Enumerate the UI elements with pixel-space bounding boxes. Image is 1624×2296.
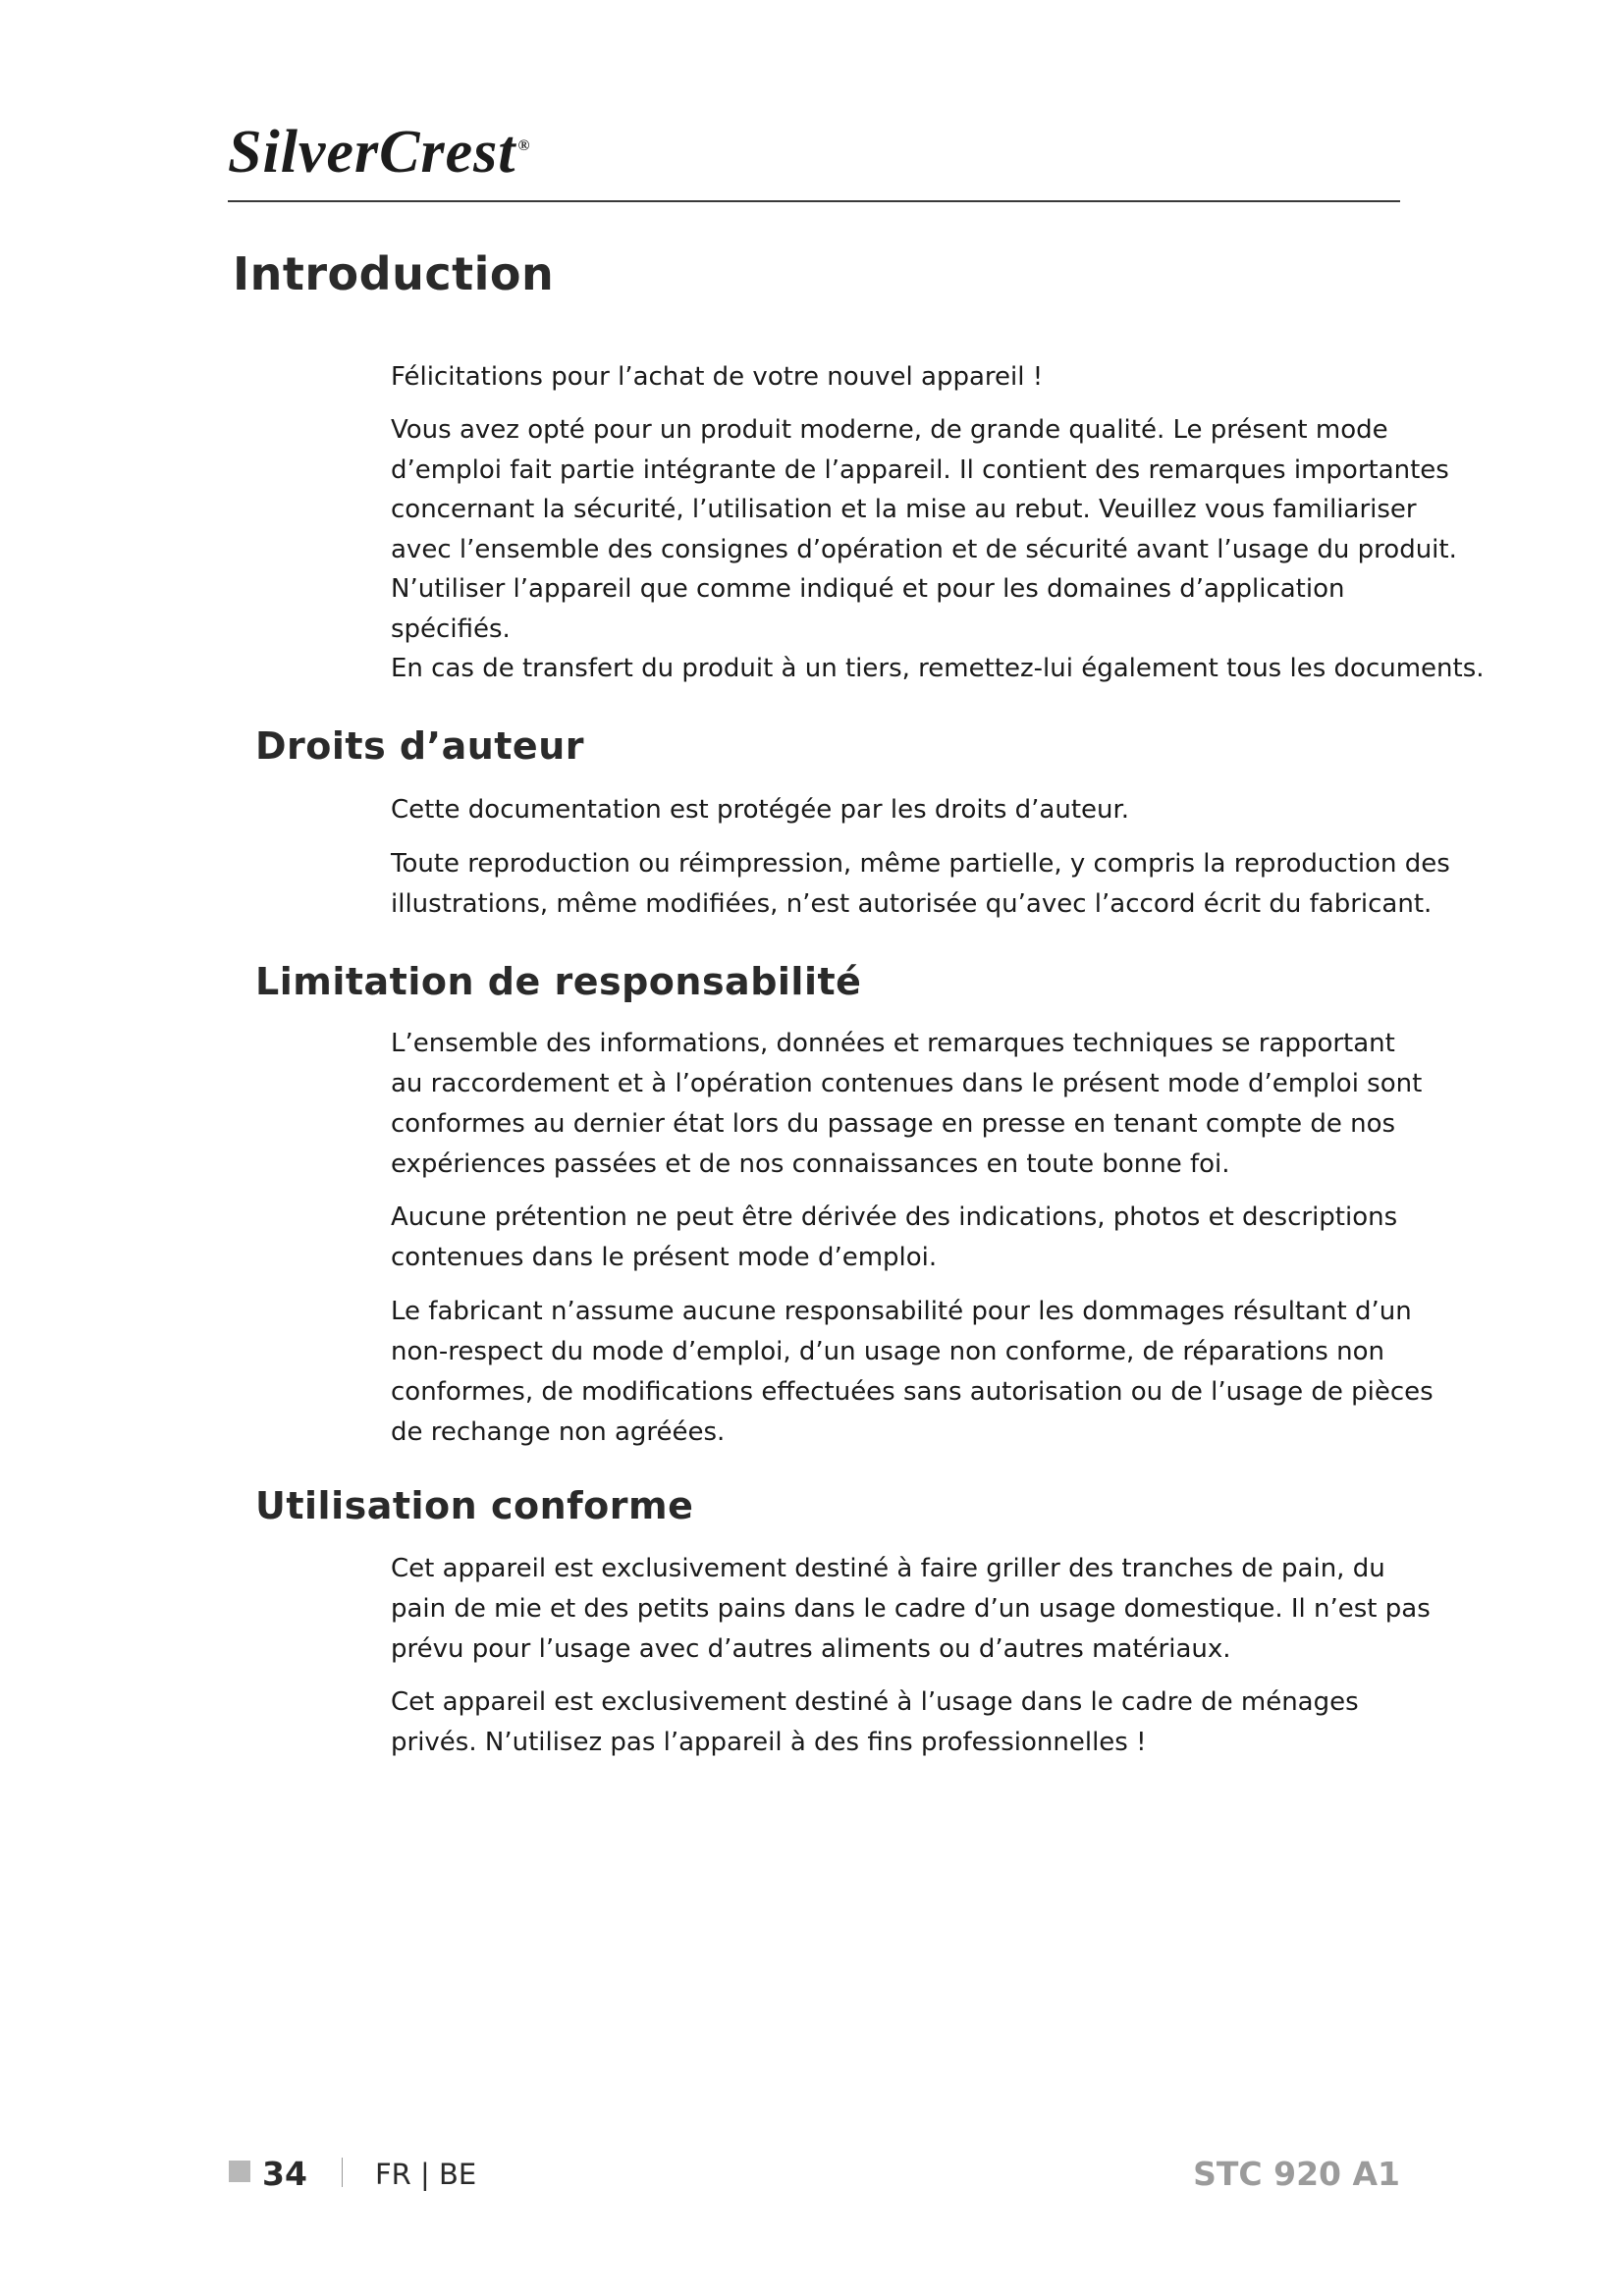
text-line: N’utiliser l’appareil que comme indiqué et pour les domaines d’application <box>391 574 1345 604</box>
model-number: STC 920 A1 <box>1193 2155 1400 2193</box>
text-line: non-respect du mode d’emploi, d’un usage non conforme, de réparations non <box>391 1337 1384 1366</box>
page-number: 34 <box>262 2155 307 2193</box>
text-line: Vous avez opté pour un produit moderne, de grande qualité. Le présent mode <box>391 415 1388 445</box>
section-heading-intended-use: Utilisation conforme <box>255 1484 694 1527</box>
liability-paragraph-1 <box>391 1024 1423 1185</box>
text-line: Le fabricant n’assume aucune responsabilité pour les dommages résultant d’un <box>391 1297 1412 1326</box>
footer-separator <box>342 2158 343 2187</box>
language-code: FR | BE <box>375 2158 477 2191</box>
text-line: contenues dans le présent mode d’emploi. <box>391 1243 938 1272</box>
text-line: privés. N’utilisez pas l’appareil à des fins professionnelles ! <box>391 1728 1147 1757</box>
header-rule <box>228 200 1400 202</box>
copyright-paragraph-2 <box>391 844 1450 925</box>
text-line: Aucune prétention ne peut être dérivée des indications, photos et descriptions <box>391 1202 1398 1232</box>
text-line: illustrations, même modifiées, n’est autorisée qu’avec l’accord écrit du fabricant. <box>391 889 1433 919</box>
intended-use-paragraph-1 <box>391 1549 1431 1670</box>
text-line: d’emploi fait partie intégrante de l’appareil. Il contient des remarques importantes <box>391 454 1449 485</box>
section-heading-copyright: Droits d’auteur <box>255 724 584 768</box>
intended-use-paragraph-2 <box>391 1682 1407 1763</box>
text-line: avec l’ensemble des consignes d’opération et de sécurité avant l’usage du produit. <box>391 534 1457 564</box>
text-line: concernant la sécurité, l’utilisation et la mise au rebut. Veuillez vous familiariser <box>391 495 1417 524</box>
intro-paragraph-1 <box>391 357 1407 398</box>
text-line: conformes au dernier état lors du passage en presse en tenant compte de nos <box>391 1109 1396 1139</box>
liability-paragraph-3 <box>391 1292 1434 1453</box>
text-line: Cet appareil est exclusivement destiné à l’usage dans le cadre de ménages <box>391 1687 1359 1717</box>
intro-paragraph-2 <box>391 410 1485 689</box>
text-line: L’ensemble des informations, données et remarques techniques se rapportant <box>391 1029 1395 1058</box>
brand-name: SilverCrest <box>228 119 516 186</box>
copyright-paragraph-1 <box>391 790 1407 830</box>
text-line: Toute reproduction ou réimpression, même partielle, y compris la reproduction des <box>391 849 1450 879</box>
text-line: En cas de transfert du produit à un tiers, remettez-lui également tous les documents. <box>391 654 1485 683</box>
text-line: Félicitations pour l’achat de votre nouvel appareil ! <box>391 362 1044 392</box>
text-line: conformes, de modifications effectuées sans autorisation ou de l’usage de pièces <box>391 1377 1434 1407</box>
section-heading-liability: Limitation de responsabilité <box>255 960 862 1003</box>
text-line: prévu pour l’usage avec d’autres aliments ou d’autres matériaux. <box>391 1634 1231 1664</box>
text-line: Cette documentation est protégée par les droits d’auteur. <box>391 795 1130 825</box>
liability-paragraph-2 <box>391 1198 1407 1278</box>
text-line: pain de mie et des petits pains dans le cadre d’un usage domestique. Il n’est pas <box>391 1594 1431 1624</box>
registered-mark: ® <box>517 137 531 155</box>
text-line: Cet appareil est exclusivement destiné à faire griller des tranches de pain, du <box>391 1554 1385 1583</box>
page-title: Introduction <box>233 247 555 300</box>
brand-logo <box>228 118 530 187</box>
text-line: expériences passées et de nos connaissances en toute bonne foi. <box>391 1149 1230 1179</box>
text-line: au raccordement et à l’opération contenues dans le présent mode d’emploi sont <box>391 1069 1423 1098</box>
text-line: de rechange non agréées. <box>391 1417 726 1447</box>
footer-square-icon <box>229 2161 250 2182</box>
text-line: spécifiés. <box>391 614 511 644</box>
